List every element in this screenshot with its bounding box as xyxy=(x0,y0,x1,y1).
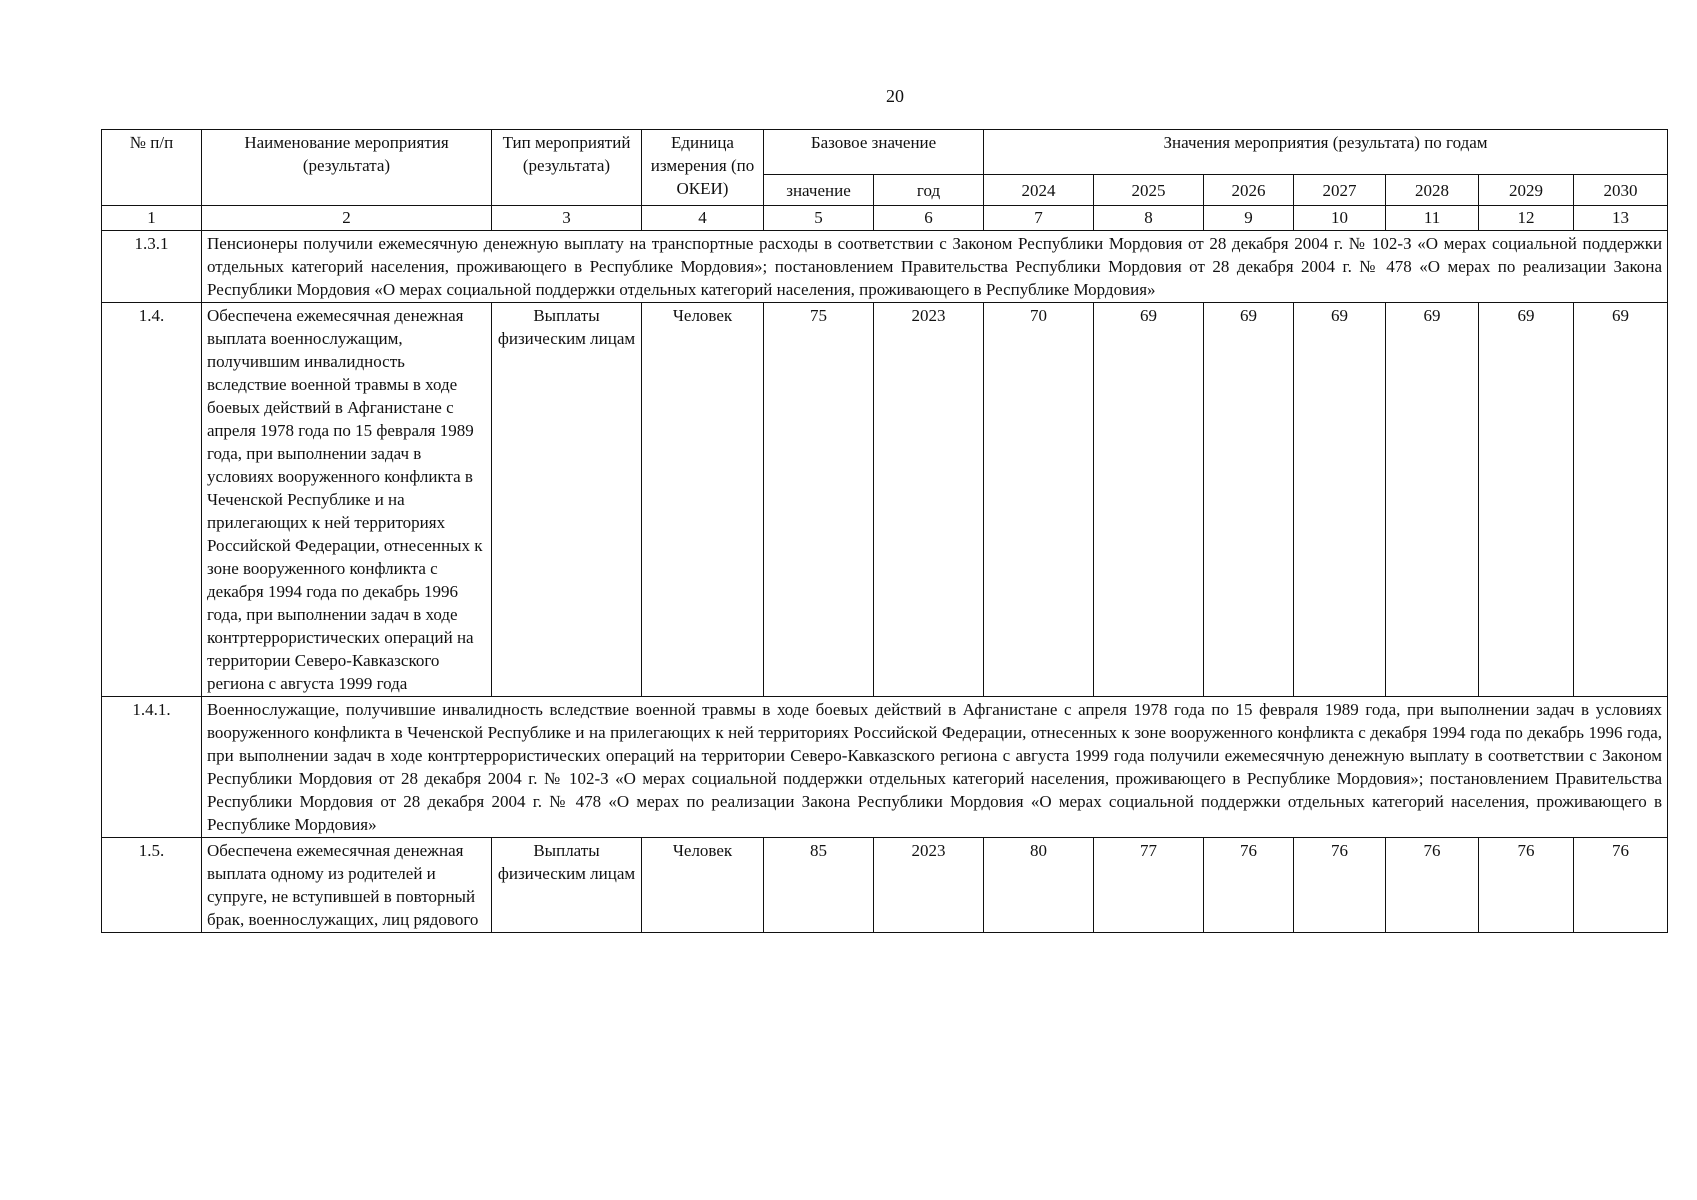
column-number: 6 xyxy=(874,206,984,231)
year-value: 70 xyxy=(984,303,1094,697)
year-value: 76 xyxy=(1574,838,1668,933)
column-number: 13 xyxy=(1574,206,1668,231)
year-value: 69 xyxy=(1479,303,1574,697)
measure-unit: Человек xyxy=(642,838,764,933)
column-number: 4 xyxy=(642,206,764,231)
column-number: 7 xyxy=(984,206,1094,231)
column-number: 2 xyxy=(202,206,492,231)
year-value: 69 xyxy=(1574,303,1668,697)
header-year: 2026 xyxy=(1204,175,1294,206)
base-year: 2023 xyxy=(874,838,984,933)
measure-name: Обеспечена ежемесячная денежная выплата военнослужащим, получившим инвалидность вследствие военной травмы в ходе боевых действий в Афганистане с апреля 1978 года по 15 февраля 1989 года, при выполнении задач в условиях вооруженного конфликта в Чеченской Республике и на прилегающих к ней территориях Российской Федерации, отнесенных к зоне вооруженного конфликта с декабря 1994 года по декабрь 1996 года, при выполнении задач в ходе контртеррористических операций на территории Северо-Кавказского региона с августа 1999 года xyxy=(202,303,492,697)
header-base-year: год xyxy=(874,175,984,206)
table-row-1-4-1 xyxy=(102,697,1668,838)
year-value: 80 xyxy=(984,838,1094,933)
measure-type: Выплаты физическим лицам xyxy=(492,303,642,697)
row-span-text: Военнослужащие, получившие инвалидность вследствие военной травмы в ходе боевых действий в Афганистане с апреля 1978 года по 15 февраля 1989 года, при выполнении задач в условиях вооруженного конфликта в Чеченской Республике и на прилегающих к ней территориях Российской Федерации, отнесенных к зоне вооруженного конфликта с декабря 1994 года по декабрь 1996 года, при выполнении задач в ходе контртеррористических операций на территории Северо-Кавказского региона с августа 1999 года получили ежемесячную денежную выплату в соответствии с Законом Республики Мордовия от 28 декабря 2004 г. № 102-З «О мерах социальной поддержки отдельных категорий населения, проживающего в Республике Мордовия»; постановлением Правительства Республики Мордовия от 28 декабря 2004 г. № 478 «О мерах по реализации Закона Республики Мордовия «О мерах социальной поддержки отдельных категорий населения, проживающего в Республике Мордовия» xyxy=(202,697,1668,838)
header-year: 2024 xyxy=(984,175,1094,206)
header-unit: Единица измерения (по ОКЕИ) xyxy=(642,130,764,206)
table-row-1-3-1 xyxy=(102,231,1668,303)
year-value: 69 xyxy=(1094,303,1204,697)
column-number: 8 xyxy=(1094,206,1204,231)
header-year: 2029 xyxy=(1479,175,1574,206)
header-year: 2027 xyxy=(1294,175,1386,206)
header-year: 2025 xyxy=(1094,175,1204,206)
row-number: 1.5. xyxy=(102,838,202,933)
column-numbers-row xyxy=(102,206,1668,231)
measure-name: Обеспечена ежемесячная денежная выплата одному из родителей и супруге, не вступившей в повторный брак, военнослужащих, лиц рядового xyxy=(202,838,492,933)
row-span-text: Пенсионеры получили ежемесячную денежную выплату на транспортные расходы в соответствии с Законом Республики Мордовия от 28 декабря 2004 г. № 102-З «О мерах социальной поддержки отдельных категорий населения, проживающего в Республике Мордовия»; постановлением Правительства Республики Мордовия от 28 декабря 2004 г. № 478 «О мерах по реализации Закона Республики Мордовия «О мерах социальной поддержки отдельных категорий населения, проживающего в Республике Мордовия» xyxy=(202,231,1668,303)
header-name: Наименование мероприятия (результата) xyxy=(202,130,492,206)
table-row-1-5 xyxy=(102,838,1668,933)
header-base: Базовое значение xyxy=(764,130,984,175)
measures-table xyxy=(101,129,1668,933)
header-years: Значения мероприятия (результата) по годам xyxy=(984,130,1668,175)
column-number: 9 xyxy=(1204,206,1294,231)
header-year: 2028 xyxy=(1386,175,1479,206)
page-number: 20 xyxy=(886,86,904,106)
year-value: 76 xyxy=(1479,838,1574,933)
header-year: 2030 xyxy=(1574,175,1668,206)
row-number: 1.4.1. xyxy=(102,697,202,838)
column-number: 11 xyxy=(1386,206,1479,231)
row-number: 1.3.1 xyxy=(102,231,202,303)
year-value: 69 xyxy=(1386,303,1479,697)
base-value: 85 xyxy=(764,838,874,933)
header-base-value: значение xyxy=(764,175,874,206)
year-value: 77 xyxy=(1094,838,1204,933)
year-value: 76 xyxy=(1204,838,1294,933)
column-number: 12 xyxy=(1479,206,1574,231)
column-number: 10 xyxy=(1294,206,1386,231)
table-row-1-4 xyxy=(102,303,1668,697)
header-number: № п/п xyxy=(102,130,202,206)
column-number: 3 xyxy=(492,206,642,231)
header-type: Тип мероприятий (результата) xyxy=(492,130,642,206)
column-number: 5 xyxy=(764,206,874,231)
measure-type: Выплаты физическим лицам xyxy=(492,838,642,933)
year-value: 69 xyxy=(1204,303,1294,697)
year-value: 69 xyxy=(1294,303,1386,697)
year-value: 76 xyxy=(1294,838,1386,933)
column-number: 1 xyxy=(102,206,202,231)
year-value: 76 xyxy=(1386,838,1479,933)
base-year: 2023 xyxy=(874,303,984,697)
row-number: 1.4. xyxy=(102,303,202,697)
measure-unit: Человек xyxy=(642,303,764,697)
header-row-top xyxy=(102,130,1668,175)
base-value: 75 xyxy=(764,303,874,697)
